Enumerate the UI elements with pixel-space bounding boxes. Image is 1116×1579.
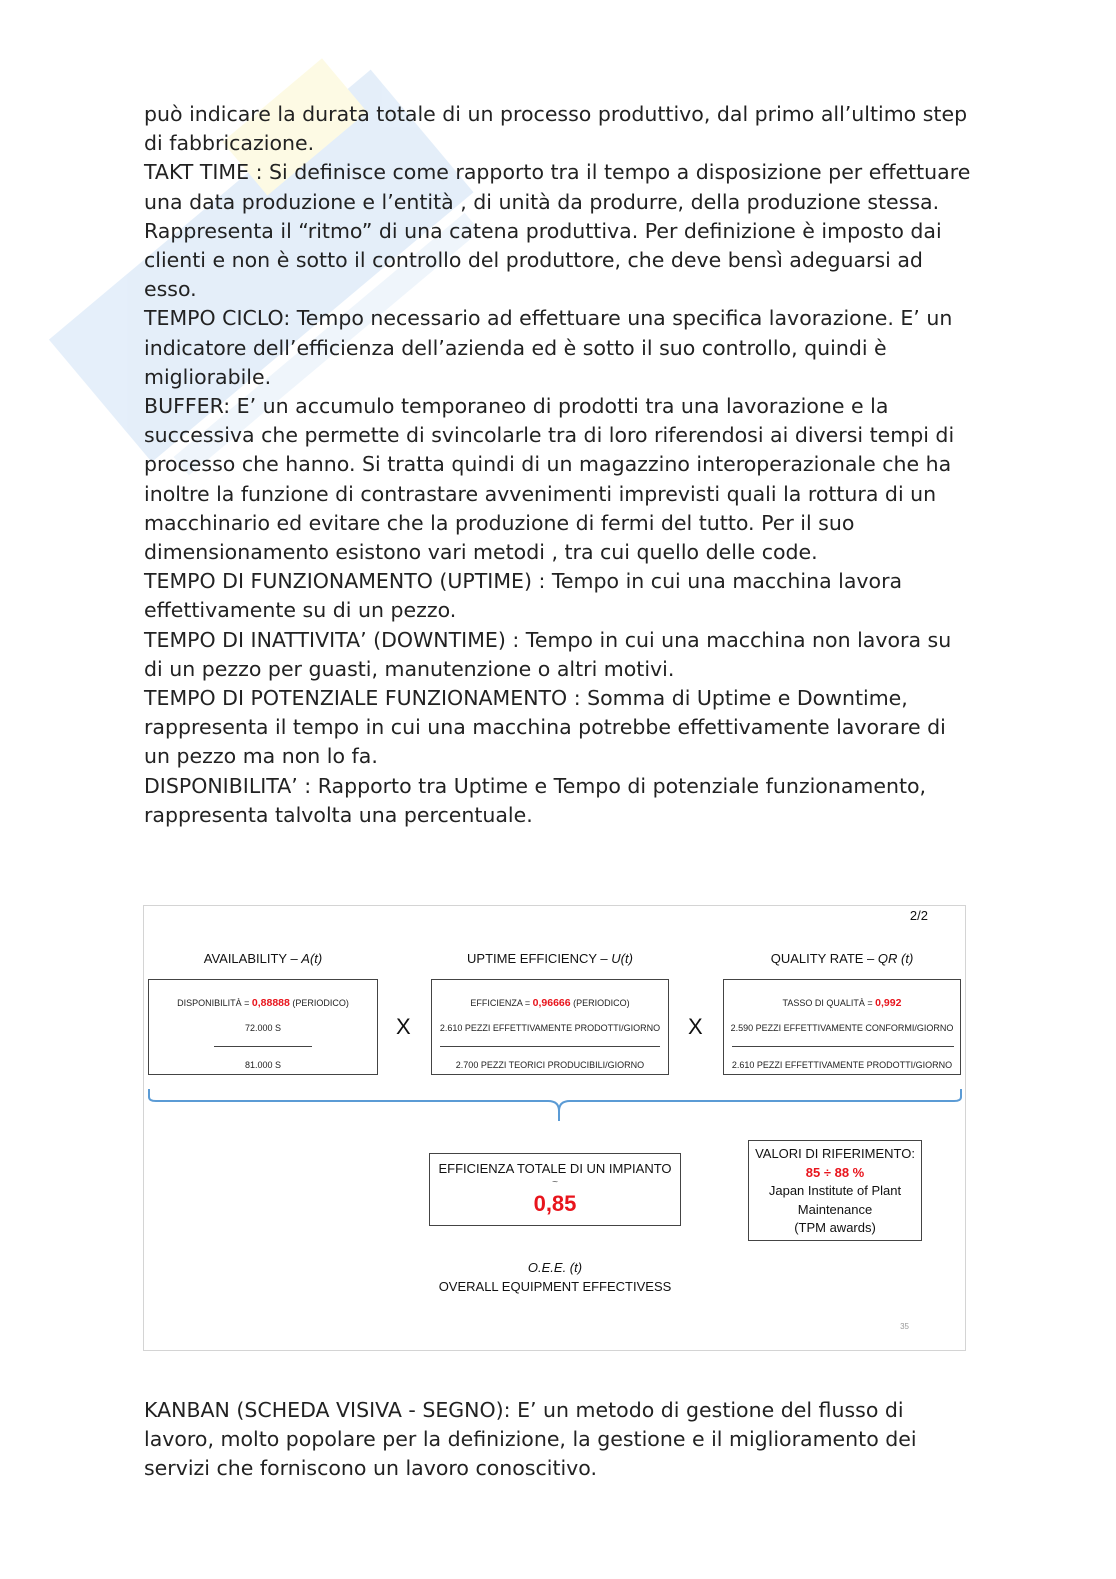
paragraph-buffer: BUFFER: E’ un accumulo temporaneo di prodotti tra una lavorazione e la successiva che permette di svincolarle tra di loro riferendosi ai diversi tempi di processo che hanno. Si tratta quindi di un magazzino interoperazionale che ha inoltre la funzione di contrastare avvenimenti imprevisti quali la rottura di un macchinario ed evitare che la produzione di fermi del tutto. Per il suo dimensionamento esistono vari metodi , tra cui quello delle code.: [144, 394, 955, 565]
reference-line-2: Maintenance: [797, 1201, 873, 1217]
oee-full: OVERALL EQUIPMENT EFFECTIVESS: [438, 1279, 672, 1294]
paragraph-takt-time: TAKT TIME : Si definisce come rapporto tra il tempo a disposizione per effettuare una data produzione e l’entità , di unità da produrre, della produzione stessa. Rappresenta il “ritmo” di una catena produttiva. Per definizione è imposto dai clienti e non è sotto il controllo del produttore, che deve bensì adeguarsi ad esso.: [144, 160, 971, 302]
paragraph-intro: può indicare la durata totale di un processo produttivo, dal primo all’ultimo step di fabbricazione.: [144, 102, 968, 156]
total-efficiency-value: 0,85: [533, 1191, 577, 1216]
multiply-sign: X: [688, 1014, 703, 1039]
multiply-sign: X: [396, 1014, 411, 1039]
oee-slide: [143, 905, 966, 1351]
uptime-efficiency-title: UPTIME EFFICIENCY – U(t): [467, 951, 633, 966]
oee-label: [407, 1258, 703, 1296]
reference-title: VALORI DI RIFERIMENTO:: [755, 1146, 915, 1161]
fraction-line: [214, 1046, 312, 1047]
body-text: [144, 100, 974, 830]
uptime-efficiency-denominator: 2.700 PEZZI TEORICI PRODUCIBILI/GIORNO: [455, 1060, 645, 1070]
fraction-line: [732, 1046, 954, 1047]
total-efficiency-box: [429, 1153, 681, 1226]
fraction-line: [440, 1046, 660, 1047]
paragraph-kanban: KANBAN (SCHEDA VISIVA - SEGNO): E’ un metodo di gestione del flusso di lavoro, molto popolare per la definizione, la gestione e il miglioramento dei servizi che forniscono un lavoro conoscitivo.: [144, 1398, 917, 1481]
reference-values-box: [748, 1140, 922, 1241]
availability-box: [148, 979, 378, 1075]
reference-line-3: (TPM awards): [794, 1220, 876, 1235]
uptime-efficiency-box: [431, 979, 669, 1075]
quality-rate-box: [723, 979, 961, 1075]
paragraph-potential-time: TEMPO DI POTENZIALE FUNZIONAMENTO : Somma di Uptime e Downtime, rappresenta il tempo in cui una macchina potrebbe effettivamente lavorare di un pezzo ma non lo fa.: [144, 686, 946, 769]
slide-number: 2/2: [909, 908, 928, 923]
paragraph-availability: DISPONIBILITA’ : Rapporto tra Uptime e Tempo di potenziale funzionamento, rappresenta talvolta una percentuale.: [144, 773, 927, 827]
approx-symbol: ~: [552, 1177, 558, 1188]
quality-rate-denominator: 2.610 PEZZI EFFETTIVAMENTE PRODOTTI/GIORNO: [731, 1060, 953, 1070]
availability-numerator: 72.000 S: [244, 1023, 282, 1033]
reference-line-1: Japan Institute of Plant: [768, 1183, 902, 1198]
paragraph-uptime: TEMPO DI FUNZIONAMENTO (UPTIME) : Tempo in cui una macchina lavora effettivamente su di un pezzo.: [144, 569, 903, 623]
slide-page-number: 35: [900, 1322, 909, 1331]
uptime-efficiency-formula: EFFICIENZA = 0,96666 (PERIODICO): [470, 997, 630, 1009]
curly-brace: [148, 1083, 963, 1128]
quality-rate-title: QUALITY RATE – QR (t): [770, 951, 914, 966]
availability-denominator: 81.000 S: [244, 1060, 282, 1070]
availability-title: AVAILABILITY – A(t): [203, 951, 323, 966]
total-efficiency-title: EFFICIENZA TOTALE DI UN IMPIANTO: [438, 1161, 672, 1176]
availability-formula: DISPONIBILITÀ = 0,88888 (PERIODICO): [177, 997, 349, 1009]
quality-rate-formula: TASSO DI QUALITÀ = 0,992: [782, 997, 902, 1009]
quality-rate-numerator: 2.590 PEZZI EFFETTIVAMENTE CONFORMI/GIORNO: [730, 1023, 954, 1033]
reference-range: 85 ÷ 88 %: [805, 1164, 865, 1180]
paragraph-tempo-ciclo: TEMPO CICLO: Tempo necessario ad effettuare una specifica lavorazione. E’ un indicatore dell’efficienza dell’azienda ed è sotto il suo controllo, quindi è migliorabile.: [144, 306, 953, 389]
oee-abbr: O.E.E. (t): [527, 1260, 583, 1275]
paragraph-downtime: TEMPO DI INATTIVITA’ (DOWNTIME) : Tempo in cui una macchina non lavora su di un pezzo per guasti, manutenzione o altri motivi.: [144, 627, 952, 681]
uptime-efficiency-numerator: 2.610 PEZZI EFFETTIVAMENTE PRODOTTI/GIORNO: [439, 1023, 661, 1033]
